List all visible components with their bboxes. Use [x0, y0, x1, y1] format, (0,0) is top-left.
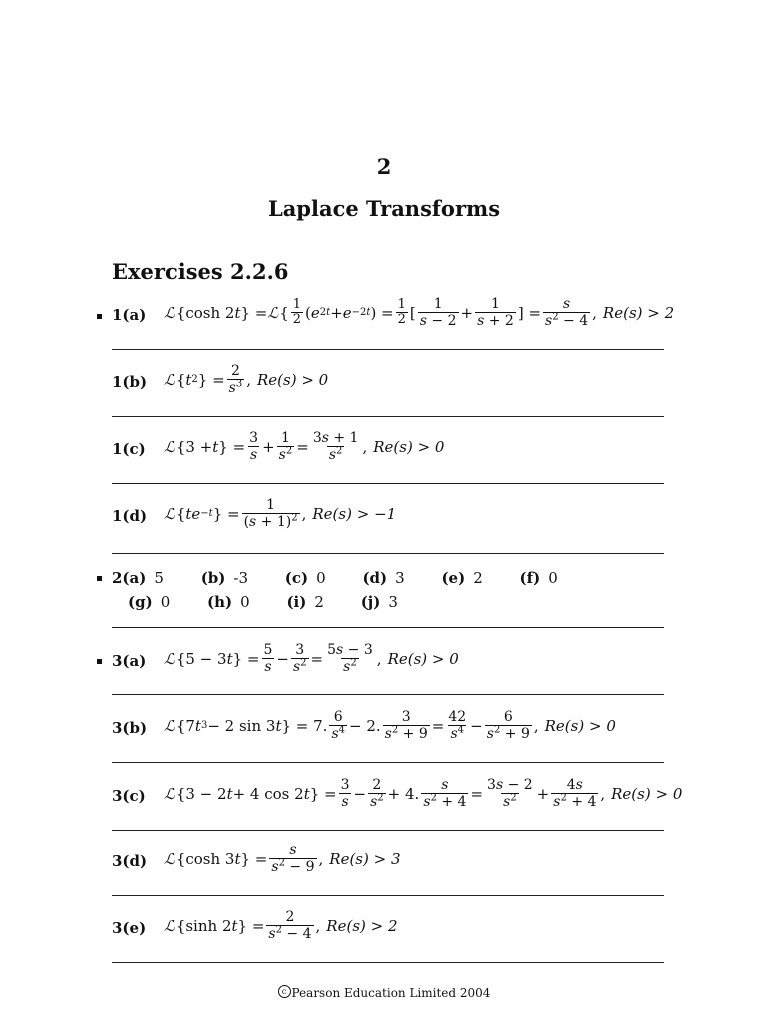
- exercise-label: 1(a): [112, 306, 147, 324]
- answer-value: 5: [154, 569, 164, 587]
- answer-value: 2: [473, 569, 483, 587]
- answer-label: (h): [207, 593, 233, 611]
- exercise-label: 1(d): [112, 507, 148, 525]
- divider: [112, 830, 664, 831]
- exercise-label: 3(b): [112, 719, 148, 737]
- exercise-2-row-1: [112, 569, 558, 587]
- bullet-marker: [97, 659, 102, 664]
- divider: [112, 416, 664, 417]
- equation: ℒ {cosh 3 t } = $\frac{s}{s^2 - 9}$ , Re(s) > 3: [164, 842, 401, 875]
- answer-value: 3: [395, 569, 405, 587]
- answer-label: (f): [519, 569, 541, 587]
- equation: ℒ {3 − 2 t + 4 cos 2 t } = $\frac{3}{s}$ − $\frac{2}{s^2}$ + 4. $\frac{s}{s^2 + 4}$ = $\frac{3s - 2}{s^2}$ + $\frac{4s}{s^2 + 4}$ , Re(s) > 0: [164, 777, 683, 810]
- divider: [112, 694, 664, 695]
- answer-value: 0: [160, 593, 171, 611]
- condition: Re(s) > 0: [373, 437, 445, 456]
- exercise-label: 1(c): [112, 440, 146, 458]
- divider: [112, 762, 664, 763]
- exercise-label: 2(a): [112, 569, 147, 587]
- answer-value: -3: [233, 569, 248, 587]
- condition: Re(s) > 0: [544, 716, 616, 735]
- answer-label: (i): [286, 593, 307, 611]
- exercise-label: 3(d): [112, 852, 148, 870]
- exercise-label: 3(c): [112, 787, 146, 805]
- condition: Re(s) > 0: [257, 370, 329, 389]
- answer-value: 0: [240, 593, 250, 611]
- divider: [112, 483, 664, 484]
- chapter-number: 2: [376, 154, 392, 179]
- exercise-2-row-2: [128, 593, 398, 611]
- equation: ℒ { t 2 } = $\frac{2}{s^3}$ , Re(s) > 0: [164, 363, 329, 396]
- chapter-title: Laplace Transforms: [267, 196, 501, 221]
- answer-value: 0: [316, 569, 326, 587]
- answer-label: (c): [284, 569, 309, 587]
- answer-label: (d): [362, 569, 388, 587]
- condition: Re(s) > 2: [602, 303, 675, 322]
- answer-label: (e): [441, 569, 466, 587]
- condition: Re(s) > 2: [326, 916, 398, 935]
- divider: [112, 349, 664, 350]
- divider: [112, 627, 664, 628]
- equation: ℒ {5 − 3 t } = $\frac{5}{s}$ − $\frac{3}{s^2}$ = $\frac{5s - 3}{s^2}$ , Re(s) > 0: [164, 642, 459, 675]
- divider: [112, 553, 664, 554]
- bullet-marker: [97, 314, 102, 319]
- copyright-footer: [0, 985, 768, 1000]
- equation: ℒ {cosh 2 t } = ℒ { $\frac{1}{2}$ ( e 2t + e −2t ) = $\frac{1}{2}$ [ $\frac{1}{s - 2}$ + $\frac{1}{s + 2}$ ] = $\frac{s}{s^2 - 4}$ , Re(s) > 2: [164, 296, 675, 329]
- answer-label: (j): [360, 593, 381, 611]
- equation: ℒ { te −t } = $\frac{1}{(s + 1)^2}$ , Re(s) > −1: [164, 497, 397, 530]
- exercise-label: 3(a): [112, 652, 147, 670]
- answer-value: 3: [388, 593, 398, 611]
- copyright-icon: c: [278, 985, 291, 998]
- exercise-label: 1(b): [112, 373, 148, 391]
- section-title: Exercises 2.2.6: [112, 259, 289, 284]
- condition: Re(s) > −1: [312, 504, 397, 523]
- answer-value: 0: [548, 569, 558, 587]
- equation: ℒ {7 t 3 − 2 sin 3 t } = 7. $\frac{6}{s^4}$ − 2. $\frac{3}{s^2 + 9}$ = $\frac{42}{s^4}$ − $\frac{6}{s^2 + 9}$ , Re(s) > 0: [164, 709, 616, 742]
- condition: Re(s) > 3: [329, 849, 401, 868]
- condition: Re(s) > 0: [611, 784, 683, 803]
- divider: [112, 962, 664, 963]
- condition: Re(s) > 0: [387, 649, 459, 668]
- bullet-marker: [97, 576, 102, 581]
- answer-label: (g): [128, 593, 153, 611]
- equation: ℒ {3 + t } = $\frac{3}{s}$ + $\frac{1}{s^2}$ = $\frac{3s + 1}{s^2}$ , Re(s) > 0: [164, 430, 445, 463]
- equation: ℒ {sinh 2 t } = $\frac{2}{s^2 - 4}$ , Re(s) > 2: [164, 909, 398, 942]
- exercise-label: 3(e): [112, 919, 147, 937]
- answer-label: (b): [200, 569, 226, 587]
- divider: [112, 895, 664, 896]
- answer-value: 2: [314, 593, 324, 611]
- copyright-text: Pearson Education Limited 2004: [291, 986, 491, 1000]
